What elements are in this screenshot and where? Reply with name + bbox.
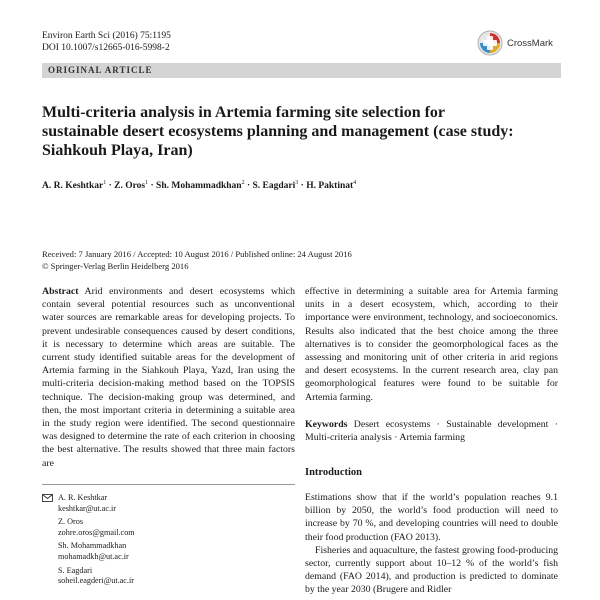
- envelope-icon: [42, 494, 53, 502]
- author-affiliation: 1: [145, 180, 149, 186]
- author-affiliation: 4: [353, 180, 357, 186]
- contact-email[interactable]: zohre.oros@gmail.com: [58, 527, 135, 537]
- introduction-body: [305, 491, 558, 597]
- abstract-left-column: [42, 285, 295, 470]
- intro-text: Estimations show that if the world’s population reaches 9.1 billion by 2050, the world’s food production will need to increase by 70 %, and developing countries will need to double their food production (FAO: [305, 492, 558, 543]
- crossmark-badge[interactable]: [477, 30, 553, 56]
- intro-paragraph: [305, 491, 558, 544]
- abstract-text-left: Arid environments and desert ecosystems which contain several potential resources such as unconventional water sources are remarkable areas for developing projects. To prevent undesirable consequences caused by desert conditions, it is necessary to determine which areas are suitable. The current study identified suitable areas for the development of Artemia farming in the Siahkouh Playa, Yazd, Iran using the multi-criteria decision-making method based on the TOPSIS technique. The decision-making group was determined, and then, the most important criteria in determining a suitable area in the study region were identified. The second questionnaire was designed to determine the rate of each criterion in choosing the best alternative. The results showed that three main factors are: [42, 286, 295, 469]
- author-separator: ·: [108, 181, 112, 192]
- author-separator: ·: [300, 181, 304, 192]
- keywords-text: Desert ecosystems · Sustainable development · Multi-criteria analysis · Artemia farming: [305, 419, 558, 444]
- intro-text: ).: [434, 531, 441, 543]
- author-name[interactable]: Z. Oros: [114, 181, 146, 192]
- crossmark-icon: [477, 30, 503, 56]
- article-type-label: ORIGINAL ARTICLE: [48, 65, 153, 75]
- intro-text: ), and production is predicted to dominate by the year 2030 (Brugere and Ridler: [305, 571, 558, 596]
- article-title: Multi-criteria analysis in Artemia farming site selection for sustainable desert ecosystems planning and management (case study: Siahkouh Playa, Iran): [42, 104, 514, 159]
- author-affiliation: 3: [295, 180, 299, 186]
- keywords-label: Keywords: [305, 419, 348, 430]
- keywords-block: [305, 418, 558, 444]
- contact-divider: [42, 484, 295, 485]
- journal-header: [42, 30, 171, 54]
- contact-email[interactable]: keshtkar@ut.ac.ir: [58, 503, 117, 513]
- crossmark-label: CrossMark: [507, 37, 553, 49]
- contact-entry: [42, 566, 295, 587]
- author-affiliation: 2: [241, 180, 245, 186]
- contact-entry: [42, 541, 295, 562]
- citation-link[interactable]: 2014: [365, 571, 386, 583]
- abstract-right-column: effective in determining a suitable area for Artemia farming units in a desert ecosystem, which, according to their importance were environment, technology, and socioeconomics. Results also indicated that the best choice among the three alternatives is to consider the geomorphological faces as the assessing and monitoring unit of other criteria in arid regions and desert ecosystems. In the current research area, clay pan geomorphological features were found to be suitable for Artemia farming.: [305, 286, 558, 403]
- abstract-label: Abstract: [42, 286, 79, 297]
- author-separator: ·: [150, 181, 154, 192]
- contact-entry: [42, 517, 295, 538]
- intro-paragraph: [305, 544, 558, 597]
- article-type-banner: [42, 63, 561, 78]
- contact-name: S. Eagdari: [58, 565, 93, 575]
- copyright-line: © Springer-Verlag Berlin Heidelberg 2016: [42, 261, 189, 271]
- author-name[interactable]: H. Paktinat: [306, 181, 354, 192]
- journal-citation: Environ Earth Sci (2016) 75:1195: [42, 31, 171, 41]
- publication-dates: [42, 248, 352, 272]
- author-affiliation: 1: [103, 180, 107, 186]
- dates-line: Received: 7 January 2016 / Accepted: 10 August 2016 / Published online: 24 August 2016: [42, 249, 352, 259]
- contact-name: Z. Oros: [58, 517, 84, 527]
- author-name[interactable]: A. R. Keshtkar: [42, 181, 104, 192]
- contact-name: A. R. Keshtkar: [58, 493, 108, 502]
- intro-text: Fisheries and aquaculture, the fastest growing food-producing sector, currently support about 10–12 % of the world’s fish demand (FAO: [305, 544, 558, 583]
- citation-link[interactable]: 2013: [415, 531, 435, 543]
- author-separator: ·: [246, 181, 251, 192]
- contact-entry: [42, 493, 295, 514]
- contact-name: Sh. Mohammadkhan: [58, 541, 127, 551]
- contact-email[interactable]: mohamadkh@ut.ac.ir: [58, 551, 129, 561]
- contact-email[interactable]: soheil.eagderi@ut.ac.ir: [58, 576, 134, 586]
- author-name[interactable]: Sh. Mohammadkhan: [156, 181, 242, 192]
- journal-doi[interactable]: DOI 10.1007/s12665-016-5998-2: [42, 43, 170, 53]
- introduction-heading: Introduction: [305, 467, 362, 478]
- author-name[interactable]: S. Eagdari: [252, 181, 296, 192]
- contact-list: [42, 493, 295, 590]
- author-list: [42, 180, 356, 191]
